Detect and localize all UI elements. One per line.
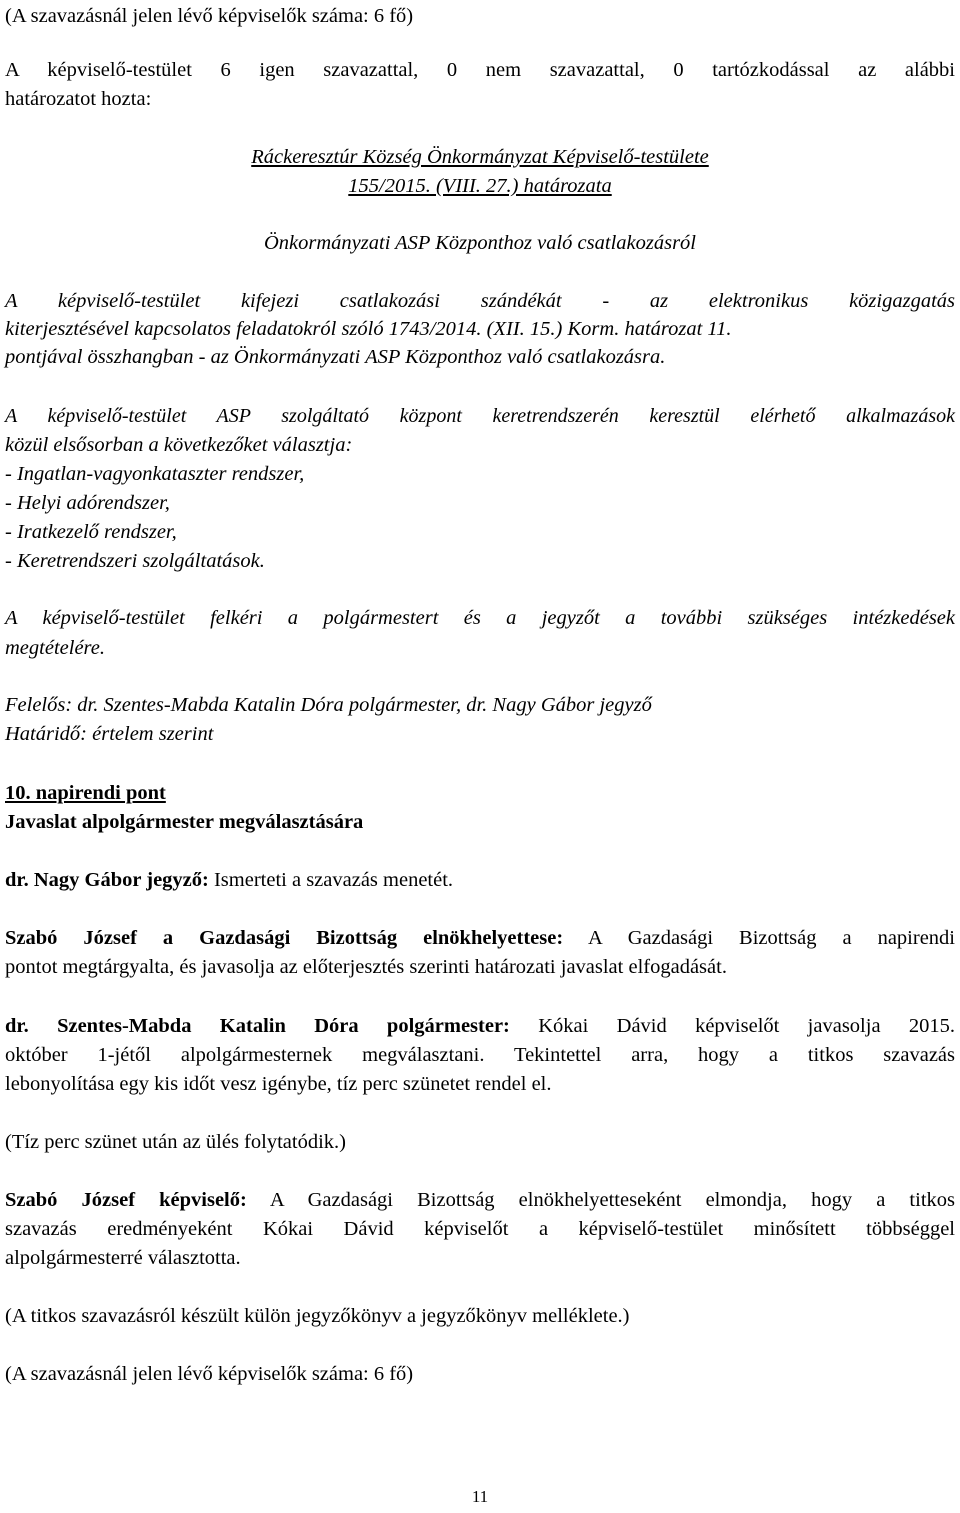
- resolution-header-2: 155/2015. (VIII. 27.) határozata: [348, 175, 612, 197]
- statement-3-line-1: [5, 1012, 955, 1040]
- resolution-para1-line3: pontjával összhangban - az Önkormányzati ASP Központhoz való csatlakozásra.: [5, 346, 666, 368]
- statement-2-line-2: pontot megtárgyalta, és javasolja az előterjesztés szerinti határozati javaslat elfogadását.: [5, 956, 727, 978]
- statement-text: Ismerteti a szavazás menetét.: [208, 869, 454, 891]
- resolution-list-item: - Iratkezelő rendszer,: [5, 521, 177, 543]
- resolution-title: Önkormányzati ASP Központhoz való csatlakozásról: [263, 232, 697, 254]
- resolution-list-item: - Keretrendszeri szolgáltatások.: [5, 550, 265, 572]
- resolution-para1-line2: kiterjesztésével kapcsolatos feladatokról szóló 1743/2014. (XII. 15.) Korm. határozat 11.: [5, 318, 732, 340]
- annex-note: (A titkos szavazásról készült külön jegyzőkönyv a jegyzőkönyv melléklete.): [5, 1305, 630, 1327]
- statement-3-line-2: október 1-jétől alpolgármesternek megválasztani. Tekintettel arra, hogy a titkos szavazás: [5, 1044, 955, 1066]
- statement-2-line-1: [5, 924, 955, 952]
- resolution-para2-line1: A képviselő-testület ASP szolgáltató központ keretrendszerén keresztül elérhető alkalmazások: [5, 405, 955, 427]
- speaker-name: Szabó József képviselő:: [5, 1189, 247, 1211]
- resolution-responsible: Felelős: dr. Szentes-Mabda Katalin Dóra polgármester, dr. Nagy Gábor jegyző: [5, 694, 652, 716]
- vote-line-1: A képviselő-testület 6 igen szavazattal, 0 nem szavazattal, 0 tartózkodással az alábbi: [5, 59, 955, 81]
- vote-line-2: határozatot hozta:: [5, 88, 152, 110]
- resolution-para3-line1: A képviselő-testület felkéri a polgármestert és a jegyzőt a további szükséges intézkedések: [5, 607, 955, 629]
- agenda-number: 10. napirendi pont: [5, 782, 166, 804]
- statement-text: A Gazdasági Bizottság a napirendi: [563, 927, 955, 949]
- statement-4-line-1: [5, 1186, 955, 1214]
- statement-4-line-2: szavazás eredményeként Kókai Dávid képviselőt a képviselő-testület minősített többséggel: [5, 1218, 955, 1240]
- resolution-deadline: Határidő: értelem szerint: [5, 723, 214, 745]
- resolution-para2-line2: közül elsősorban a következőket választja:: [5, 434, 353, 456]
- statement-3-line-3: lebonyolítása egy kis időt vesz igénybe, tíz perc szünetet rendel el.: [5, 1073, 552, 1095]
- resolution-list-item: - Helyi adórendszer,: [5, 492, 170, 514]
- speaker-name: dr. Nagy Gábor jegyző:: [5, 869, 209, 891]
- resolution-list-item: - Ingatlan-vagyonkataszter rendszer,: [5, 463, 305, 485]
- statement-4-line-3: alpolgármesterré választotta.: [5, 1247, 241, 1269]
- statement-text: A Gazdasági Bizottság elnökhelyetteseként elmondja, hogy a titkos: [246, 1189, 955, 1211]
- statement-text: Kókai Dávid képviselőt javasolja 2015.: [509, 1015, 956, 1037]
- agenda-title: Javaslat alpolgármester megválasztására: [5, 811, 364, 833]
- speaker-name: dr. Szentes-Mabda Katalin Dóra polgármester:: [5, 1015, 510, 1037]
- resolution-para1-line1: A képviselő-testület kifejezi csatlakozási szándékát - az elektronikus közigazgatás: [5, 290, 955, 312]
- page-number: 11: [471, 1487, 489, 1506]
- speaker-name: Szabó József a Gazdasági Bizottság elnökhelyettese:: [5, 927, 564, 949]
- resolution-header-1: Ráckeresztúr Község Önkormányzat Képviselő-testülete: [251, 146, 709, 168]
- resolution-para3-line2: megtételére.: [5, 637, 105, 659]
- statement-1: [5, 866, 955, 894]
- break-note: (Tíz perc szünet után az ülés folytatódik.): [5, 1131, 346, 1153]
- attendance-note: (A szavazásnál jelen lévő képviselők száma: 6 fő): [5, 1363, 414, 1385]
- attendance-note: (A szavazásnál jelen lévő képviselők száma: 6 fő): [5, 5, 414, 27]
